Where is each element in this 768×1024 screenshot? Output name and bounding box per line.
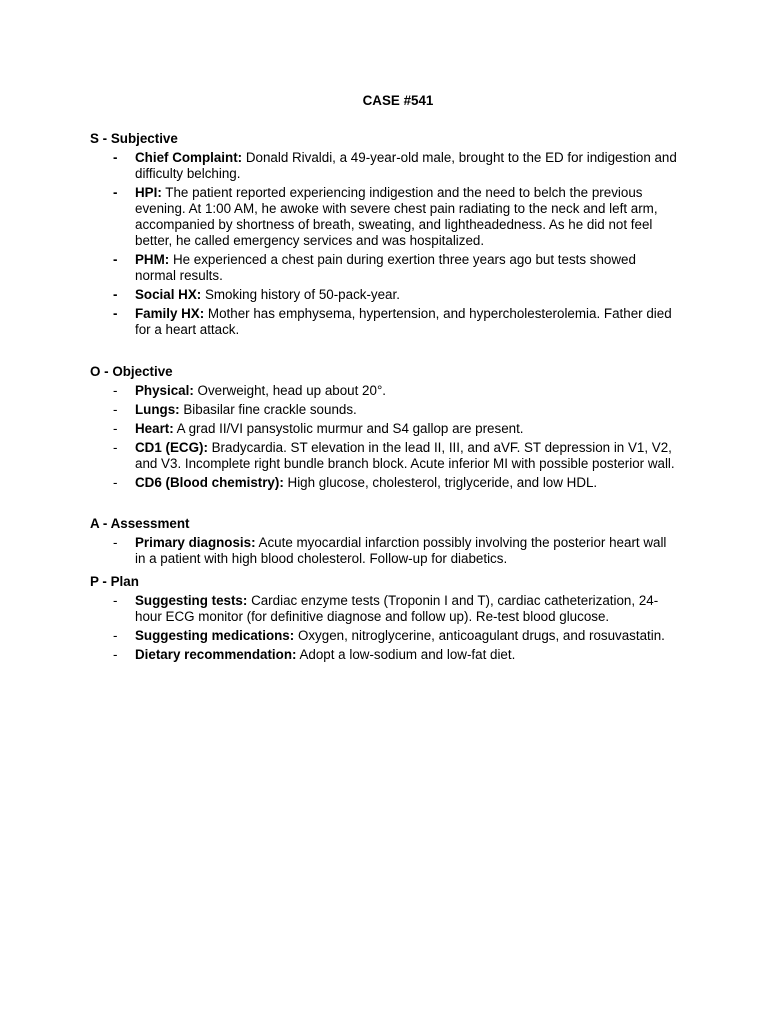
item-label: Physical: <box>135 383 194 398</box>
bullet-dash: - <box>113 421 118 436</box>
bullet-dash: - <box>113 383 118 398</box>
list-item-chief-complaint <box>90 150 680 182</box>
item-text: He experienced a chest pain during exertion three years ago but tests showed normal results. <box>135 252 636 283</box>
list-item-suggesting-medications <box>90 628 680 644</box>
list-item-heart <box>90 421 680 437</box>
item-label: Suggesting medications: <box>135 628 295 643</box>
item-text: Oxygen, nitroglycerine, anticoagulant drugs, and rosuvastatin. <box>294 628 665 643</box>
item-label: Lungs: <box>135 402 180 417</box>
subjective-list <box>90 150 680 338</box>
list-item-hpi <box>90 185 680 249</box>
bullet-dash: - <box>113 475 118 490</box>
subjective-section <box>90 131 680 338</box>
item-label: CD1 (ECG): <box>135 440 208 455</box>
bullet-dash: - <box>113 185 118 200</box>
item-text: A grad II/VI pansystolic murmur and S4 gallop are present. <box>173 421 524 436</box>
list-item-primary-diagnosis <box>90 535 680 567</box>
list-item-lungs <box>90 402 680 418</box>
item-text: Donald Rivaldi, a 49-year-old male, brought to the ED for indigestion and difficulty belching. <box>135 150 677 181</box>
section-heading-subjective: S - Subjective <box>90 131 178 146</box>
item-text: Adopt a low-sodium and low-fat diet. <box>296 647 516 662</box>
list-item-suggesting-tests <box>90 593 680 625</box>
list-item-physical <box>90 383 680 399</box>
item-label: Family HX: <box>135 306 205 321</box>
item-text: Bibasilar fine crackle sounds. <box>179 402 357 417</box>
item-text: Bradycardia. ST elevation in the lead II, III, and aVF. ST depression in V1, V2, and V3. Incomplete right bundle branch block. Acute inferior MI with possible posterior wall. <box>135 440 675 471</box>
list-item-cd1-ecg <box>90 440 680 472</box>
bullet-dash: - <box>113 593 118 608</box>
item-label: Dietary recommendation: <box>135 647 297 662</box>
item-text: Cardiac enzyme tests (Troponin I and T), cardiac catheterization, 24-hour ECG monitor (for definitive diagnose and follow up). Re-test blood glucose. <box>135 593 659 624</box>
plan-section <box>90 574 680 663</box>
bullet-dash: - <box>113 252 118 267</box>
item-label: Heart: <box>135 421 174 436</box>
section-heading-plan: P - Plan <box>90 574 139 589</box>
case-title: CASE #541 <box>362 93 434 108</box>
item-label: Social HX: <box>135 287 202 302</box>
bullet-dash: - <box>113 287 118 302</box>
bullet-dash: - <box>113 150 118 165</box>
item-label: PHM: <box>135 252 170 267</box>
list-item-phm <box>90 252 680 284</box>
bullet-dash: - <box>113 628 118 643</box>
bullet-dash: - <box>113 440 118 455</box>
item-text: High glucose, cholesterol, triglyceride, and low HDL. <box>283 475 598 490</box>
item-label: Suggesting tests: <box>135 593 248 608</box>
list-item-cd6-blood-chemistry <box>90 475 680 491</box>
item-label: Chief Complaint: <box>135 150 243 165</box>
bullet-dash: - <box>113 306 118 321</box>
bullet-dash: - <box>113 402 118 417</box>
item-label: HPI: <box>135 185 162 200</box>
item-text: The patient reported experiencing indigestion and the need to belch the previous evening. At 1:00 AM, he awoke with severe chest pain radiating to the neck and left arm, accompanied by shortness of breath, sweating, and lightheadedness. As he did not feel better, he called emergency services and was hospitalized. <box>135 185 658 248</box>
assessment-section <box>90 516 680 567</box>
item-label: Primary diagnosis: <box>135 535 256 550</box>
list-item-family-hx <box>90 306 680 338</box>
item-text: Mother has emphysema, hypertension, and hypercholesterolemia. Father died for a heart attack. <box>135 306 672 337</box>
bullet-dash: - <box>113 647 118 662</box>
list-item-social-hx <box>90 287 680 303</box>
list-item-dietary-recommendation <box>90 647 680 663</box>
objective-section <box>90 364 680 491</box>
item-text: Overweight, head up about 20°. <box>193 383 387 398</box>
bullet-dash: - <box>113 535 118 550</box>
section-heading-assessment: A - Assessment <box>90 516 190 531</box>
plan-list <box>90 593 680 663</box>
item-label: CD6 (Blood chemistry): <box>135 475 284 490</box>
assessment-list <box>90 535 680 567</box>
objective-list <box>90 383 680 491</box>
section-heading-objective: O - Objective <box>90 364 173 379</box>
item-text: Smoking history of 50-pack-year. <box>201 287 400 302</box>
item-text: Acute myocardial infarction possibly involving the posterior heart wall in a patient with high blood cholesterol. Follow-up for diabetics. <box>135 535 667 566</box>
